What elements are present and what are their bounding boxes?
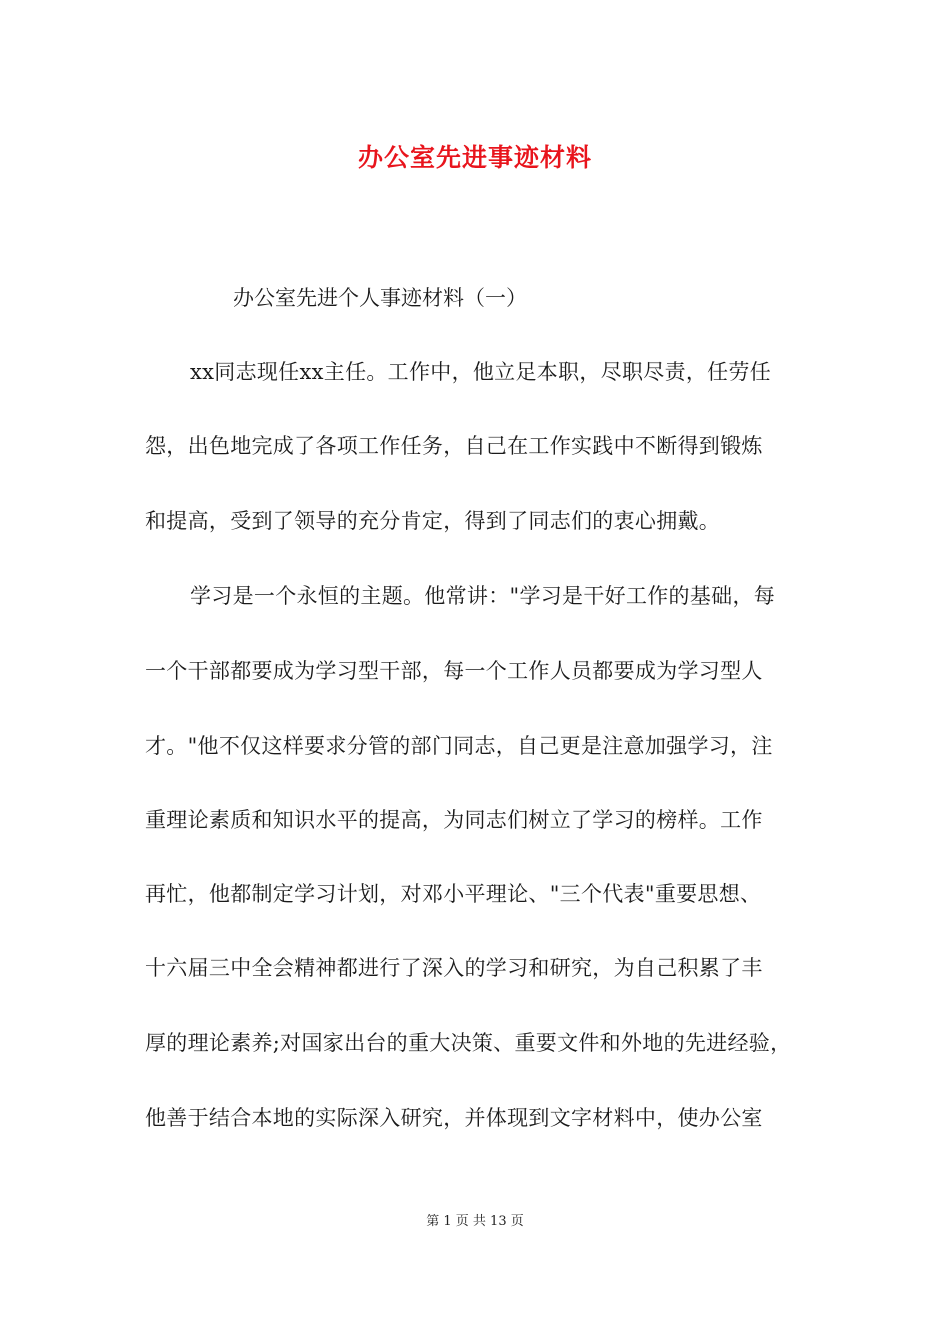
- paragraph-line: 学习是一个永恒的主题。他常讲："学习是干好工作的基础，每: [190, 584, 776, 608]
- paragraph-line: 厚的理论素养;对国家出台的重大决策、重要文件和外地的先进经验，: [145, 1031, 792, 1055]
- paragraph-line: 怨，出色地完成了各项工作任务，自己在工作实践中不断得到锻炼: [145, 434, 763, 458]
- section-subtitle: 办公室先进个人事迹材料（一）: [233, 286, 527, 310]
- paragraph-line: 才。"他不仅这样要求分管的部门同志，自己更是注意加强学习，注: [145, 734, 773, 758]
- paragraph-line: 他善于结合本地的实际深入研究，并体现到文字材料中，使办公室: [145, 1106, 763, 1130]
- paragraph-line: 再忙，他都制定学习计划，对邓小平理论、"三个代表"重要思想、: [145, 882, 762, 906]
- paragraph-line: 十六届三中全会精神都进行了深入的学习和研究，为自己积累了丰: [145, 956, 763, 980]
- paragraph-line: 和提高，受到了领导的充分肯定，得到了同志们的衷心拥戴。: [145, 509, 721, 533]
- page-number-footer: 第 1 页 共 13 页: [426, 1214, 524, 1229]
- paragraph-line: 一个干部都要成为学习型干部，每一个工作人员都要成为学习型人: [145, 659, 763, 683]
- document-title: 办公室先进事迹材料: [357, 143, 592, 172]
- paragraph-line: 重理论素质和知识水平的提高，为同志们树立了学习的榜样。工作: [145, 808, 763, 832]
- paragraph-line: xx同志现任xx主任。工作中，他立足本职，尽职尽责，任劳任: [190, 360, 772, 384]
